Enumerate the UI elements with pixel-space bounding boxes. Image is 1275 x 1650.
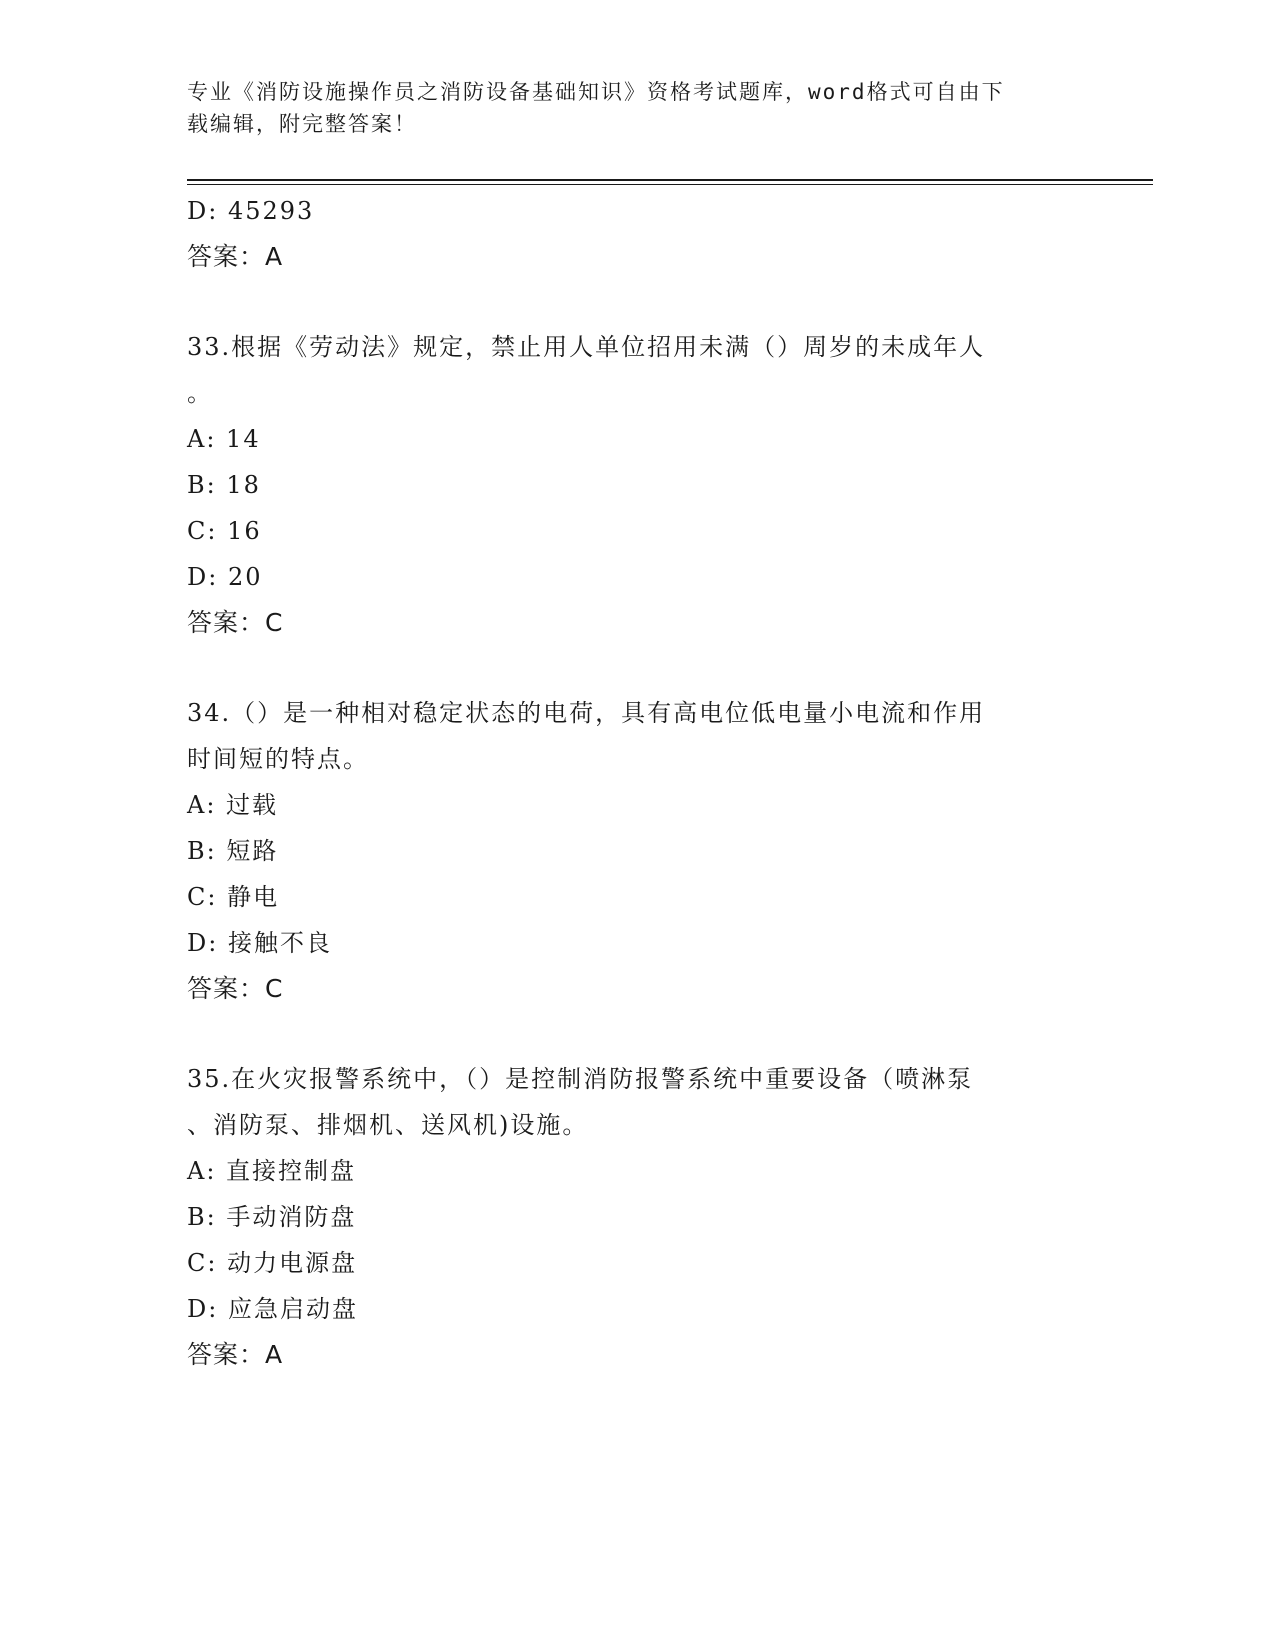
answer: 答案：C [187,974,284,1003]
header-line-2: 载编辑，附完整答案！ [187,112,417,136]
question-33 [187,324,1077,646]
option-b: B: 18 [187,471,261,499]
option-b: B: 短路 [187,837,279,865]
spacer [187,1012,1077,1056]
option-d: D: 20 [187,563,263,591]
question-stem-line-1: 35.在火灾报警系统中，（）是控制消防报警系统中重要设备（喷淋泵 [187,1065,974,1093]
spacer [187,280,1077,324]
question-stem-line-1: 34.（）是一种相对稳定状态的电荷，具有高电位低电量小电流和作用 [187,699,986,727]
question-stem-line-2: 。 [187,379,213,407]
option-a: A: 14 [187,425,261,453]
option-c: C: 静电 [187,883,280,911]
previous-option-d: D: 45293 [187,197,315,225]
option-d: D: 接触不良 [187,929,332,957]
answer: 答案：C [187,608,284,637]
header-line-1: 专业《消防设施操作员之消防设备基础知识》资格考试题库，word格式可自由下 [187,80,1005,104]
header-divider-thin [187,184,1153,185]
question-content [187,188,1077,1378]
option-b: B: 手动消防盘 [187,1203,357,1231]
option-d: D: 应急启动盘 [187,1295,358,1323]
question-35 [187,1056,1077,1378]
question-stem-line-1: 33.根据《劳动法》规定，禁止用人单位招用未满（）周岁的未成年人 [187,333,986,361]
option-a: A: 直接控制盘 [187,1157,357,1185]
option-a: A: 过载 [187,791,279,819]
header-divider-thick [187,179,1153,181]
option-c: C: 动力电源盘 [187,1249,358,1277]
previous-answer: 答案：A [187,242,284,271]
document-header [187,76,1067,140]
question-stem-line-2: 、消防泵、排烟机、送风机)设施。 [187,1111,589,1139]
spacer [187,646,1077,690]
question-stem-line-2: 时间短的特点。 [187,745,369,773]
option-c: C: 16 [187,517,262,545]
answer: 答案：A [187,1340,284,1369]
question-34 [187,690,1077,1012]
